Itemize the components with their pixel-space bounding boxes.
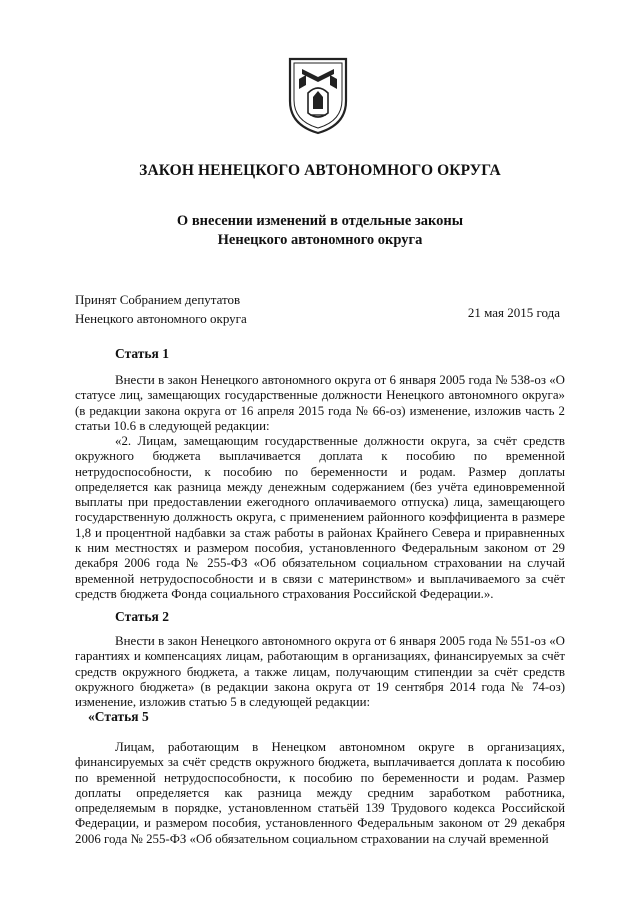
article-1-heading: Статья 1 <box>115 346 169 361</box>
article-1-intro: Внести в закон Ненецкого автономного округа от 6 января 2005 года № 538-оз «О статусе лиц, замещающих государственные должности Ненецкого автономного округа» (в редакции закона округа от 16 апреля 2015 года № 66-оз) изменение, изложив часть 2 статьи 10.6 в следующей редакции: <box>75 373 565 433</box>
nenets-coat-of-arms-icon <box>286 55 350 135</box>
subtitle-line-1: О внесении изменений в отдельные законы <box>176 213 464 229</box>
adoption-note <box>75 290 247 328</box>
article-2-heading: Статья 2 <box>115 609 169 624</box>
adoption-line-2: Ненецкого автономного округа <box>75 311 247 326</box>
article-2-intro: Внести в закон Ненецкого автономного округа от 6 января 2005 года № 551-оз «О гарантиях и компенсациях лицам, работающим в организациях, финансируемых за счёт средств окружного бюджета, а также лицам, получающим стипендии за счёт средств окружного бюджета» (в редакции закона округа от 19 сентября 2014 года № 74-оз) изменение, изложив статью 5 в следующей редакции: <box>75 634 565 710</box>
article-1-text: «2. Лицам, замещающим государственные должности округа, за счёт средств окружного бюджета выплачивается доплата к пособию по временной нетрудоспособности, к пособию по беременности и родам. Размер доплаты определяется как разница между денежным содержанием (без учёта единовременной выплаты при предоставлении ежегодного оплачиваемого отпуска) лица, замещающего государственную должность округа, с применением районного коэффициента в размере 1,8 и процентной надбавки за стаж работы в районах Крайнего Севера и приравненных к ним местностях и размером пособия, установленного Федеральным законом от 29 декабря 2006 года № 255-ФЗ «Об обязательном социальном страховании на случай временной нетрудоспособности и в связи с материнством» и выплачиваемого за счёт средств бюджета Фонда социального страхования Российской Федерации.». <box>75 434 565 601</box>
adoption-line-1: Принят Собранием депутатов <box>75 292 241 307</box>
article-2-text: Лицам, работающим в Ненецком автономном округе в организациях, финансируемых за счёт средств окружного бюджета, выплачивается доплата к пособию по временной нетрудоспособности, к пособию по беременности и родам. Размер доплаты определяется как разница между средним заработком работника, определяемым в порядке, установленном статьёй 139 Трудового кодекса Российской Федерации, и размером пособия, установленного Федеральным законом от 29 декабря 2006 года № 255-ФЗ «Об обязательном социальном страховании на случай временной <box>75 740 565 846</box>
subtitle-line-2: Ненецкого автономного округа <box>217 232 423 248</box>
law-subtitle <box>0 212 640 250</box>
adoption-date: 21 мая 2015 года <box>467 305 560 320</box>
article-5-quote-heading: «Статья 5 <box>88 709 149 724</box>
law-title: ЗАКОН НЕНЕЦКОГО АВТОНОМНОГО ОКРУГА <box>139 162 501 179</box>
